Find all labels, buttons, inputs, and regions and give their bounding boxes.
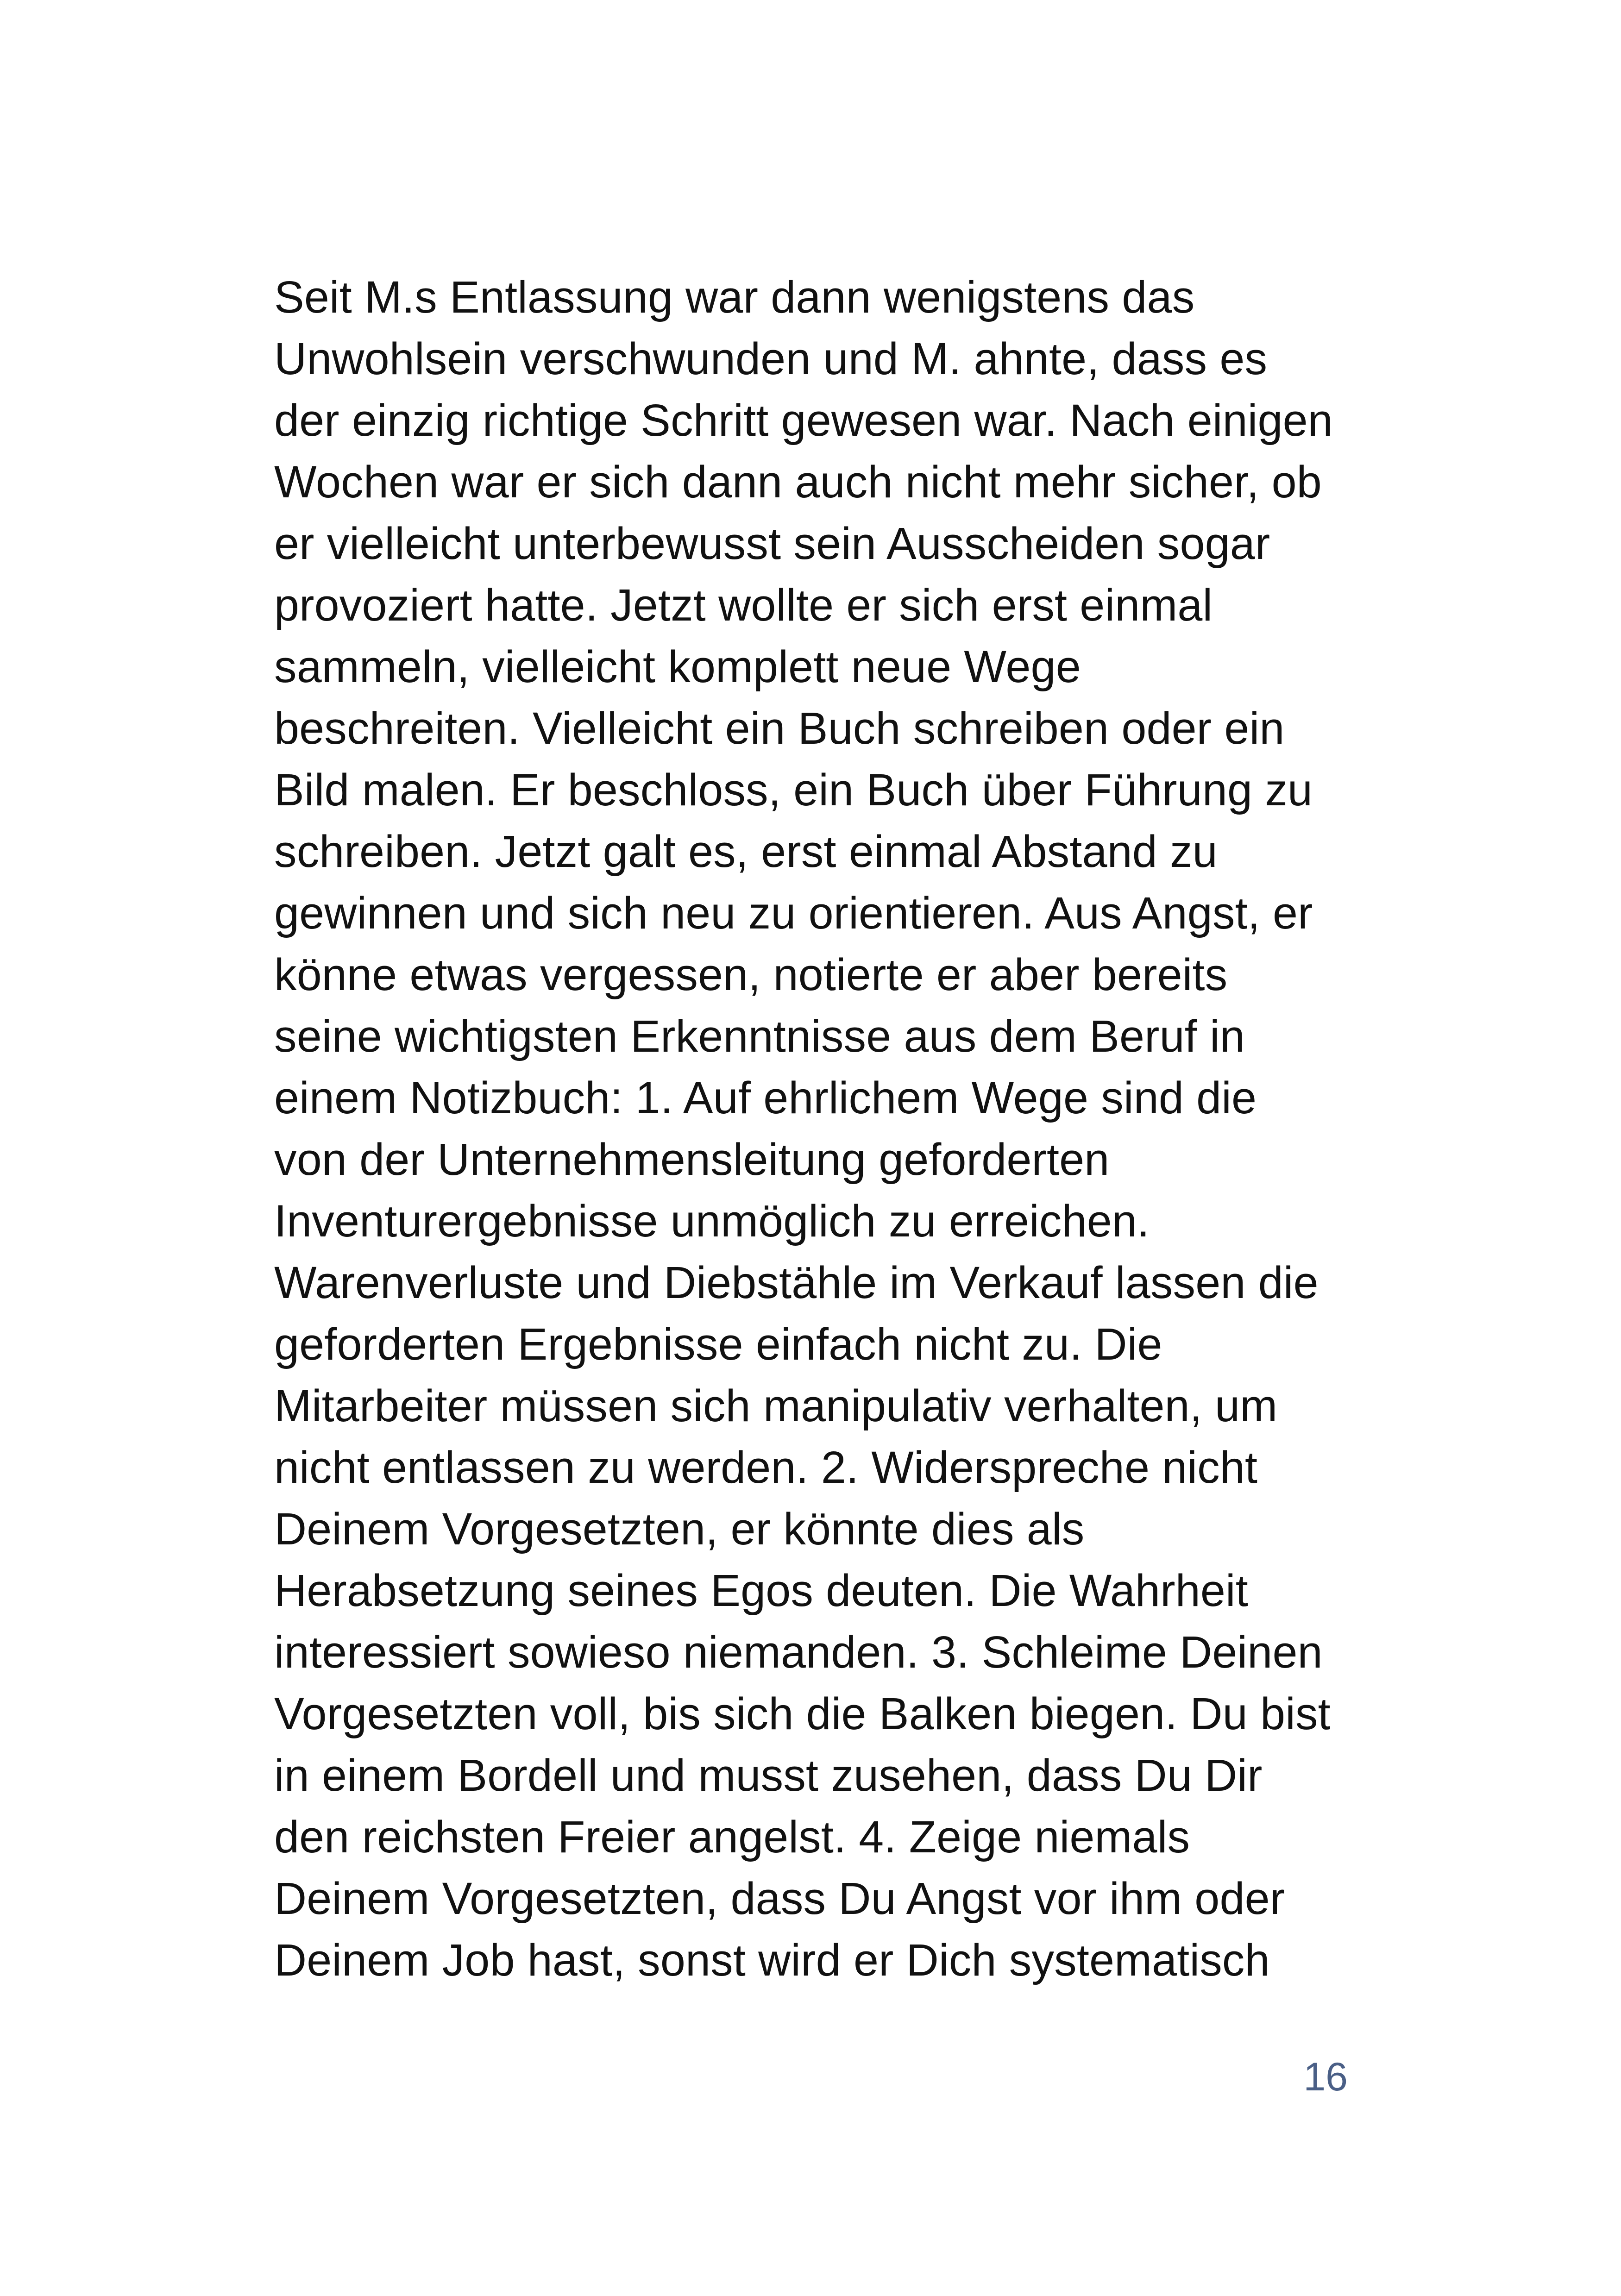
text-line: den reichsten Freier angelst. 4. Zeige niemals (274, 1812, 1190, 1862)
text-line: sammeln, vielleicht komplett neue Wege (274, 641, 1081, 692)
text-line: Bild malen. Er beschloss, ein Buch über Führung zu (274, 765, 1313, 815)
text-line: Wochen war er sich dann auch nicht mehr sicher, ob (274, 457, 1322, 507)
text-line: Deinem Job hast, sonst wird er Dich systematisch (274, 1935, 1270, 1985)
page-number: 16 (1303, 2055, 1348, 2099)
text-line: interessiert sowieso niemanden. 3. Schleime Deinen (274, 1627, 1323, 1677)
text-line: Deinem Vorgesetzten, dass Du Angst vor ihm oder (274, 1873, 1285, 1924)
text-line: Mitarbeiter müssen sich manipulativ verhalten, um (274, 1380, 1278, 1431)
text-line: Vorgesetzten voll, bis sich die Balken biegen. Du bist (274, 1688, 1331, 1739)
text-line: Seit M.s Entlassung war dann wenigstens das (274, 272, 1195, 322)
text-line: der einzig richtige Schritt gewesen war. Nach einigen (274, 395, 1333, 445)
text-line: in einem Bordell und musst zusehen, dass Du Dir (274, 1750, 1263, 1800)
text-line: nicht entlassen zu werden. 2. Widerspreche nicht (274, 1442, 1258, 1493)
text-line: provoziert hatte. Jetzt wollte er sich erst einmal (274, 580, 1213, 630)
text-line: Unwohlsein verschwunden und M. ahnte, dass es (274, 333, 1268, 384)
text-line: Inventurergebnisse unmöglich zu erreichen. (274, 1196, 1150, 1246)
text-line: beschreiten. Vielleicht ein Buch schreiben oder ein (274, 703, 1285, 753)
text-line: seine wichtigsten Erkenntnisse aus dem Beruf in (274, 1011, 1245, 1061)
text-line: Warenverluste und Diebstähle im Verkauf lassen die (274, 1257, 1319, 1308)
text-line: schreiben. Jetzt galt es, erst einmal Abstand zu (274, 826, 1218, 877)
text-line: Herabsetzung seines Egos deuten. Die Wahrheit (274, 1565, 1248, 1616)
text-line: einem Notizbuch: 1. Auf ehrlichem Wege sind die (274, 1073, 1257, 1123)
text-line: Deinem Vorgesetzten, er könnte dies als (274, 1504, 1085, 1554)
text-line: gewinnen und sich neu zu orientieren. Aus Angst, er (274, 888, 1313, 938)
text-line: von der Unternehmensleitung geforderten (274, 1134, 1110, 1185)
text-line: könne etwas vergessen, notierte er aber bereits (274, 949, 1228, 1000)
text-line: geforderten Ergebnisse einfach nicht zu. Die (274, 1319, 1162, 1369)
text-line: er vielleicht unterbewusst sein Ausscheiden sogar (274, 518, 1270, 569)
body-text (274, 266, 1386, 1991)
